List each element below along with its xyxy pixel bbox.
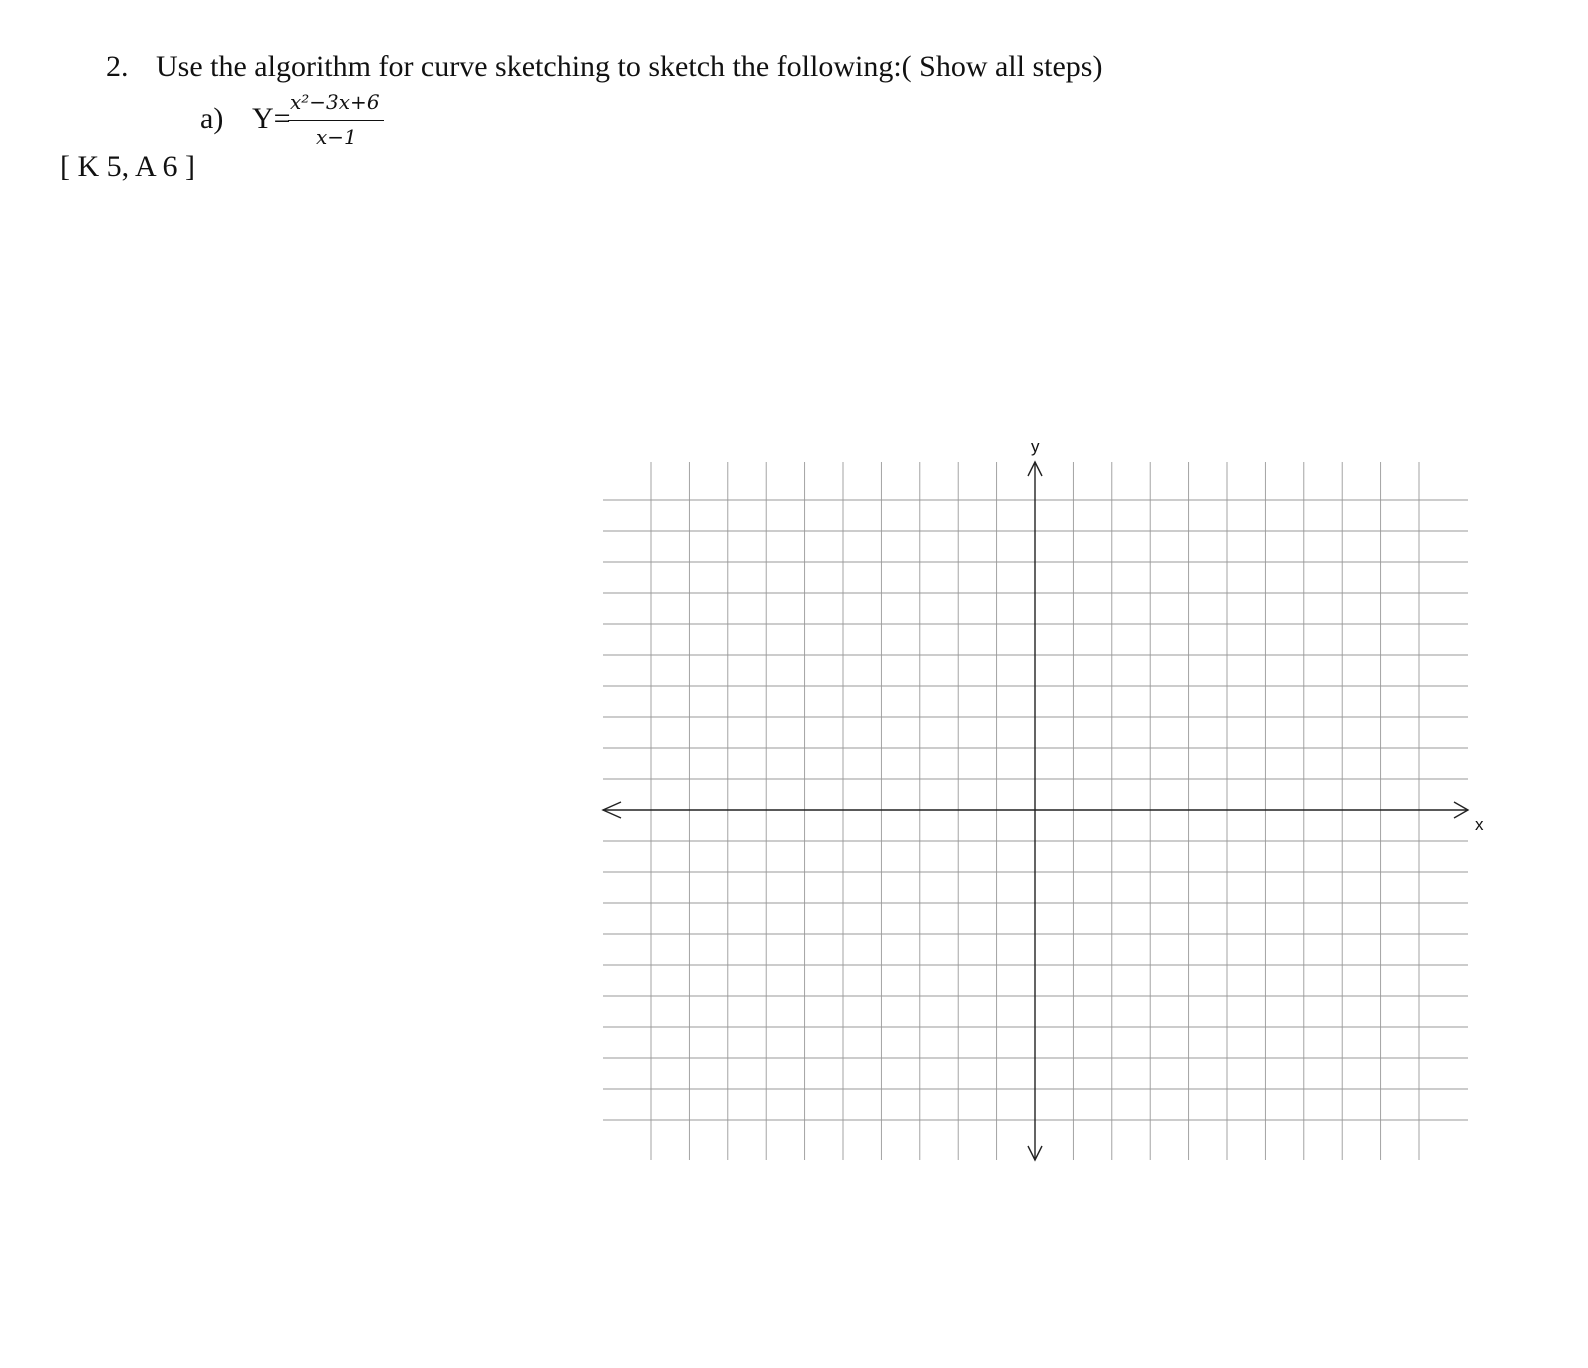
equation-lhs: Y=	[252, 102, 291, 135]
fraction-denominator: x−1	[316, 125, 357, 149]
x-axis-label: x	[1475, 815, 1484, 834]
y-axis-label: y	[1031, 437, 1040, 456]
question-number: 2.	[106, 50, 129, 83]
part-a-label: a)	[200, 102, 224, 135]
fraction-numerator: x²−3x+6	[290, 90, 380, 114]
marks-allocation: [ K 5, A 6 ]	[60, 150, 195, 183]
question-text: Use the algorithm for curve sketching to sketch the following:( Show all steps)	[156, 50, 1103, 83]
axes	[603, 462, 1468, 1160]
